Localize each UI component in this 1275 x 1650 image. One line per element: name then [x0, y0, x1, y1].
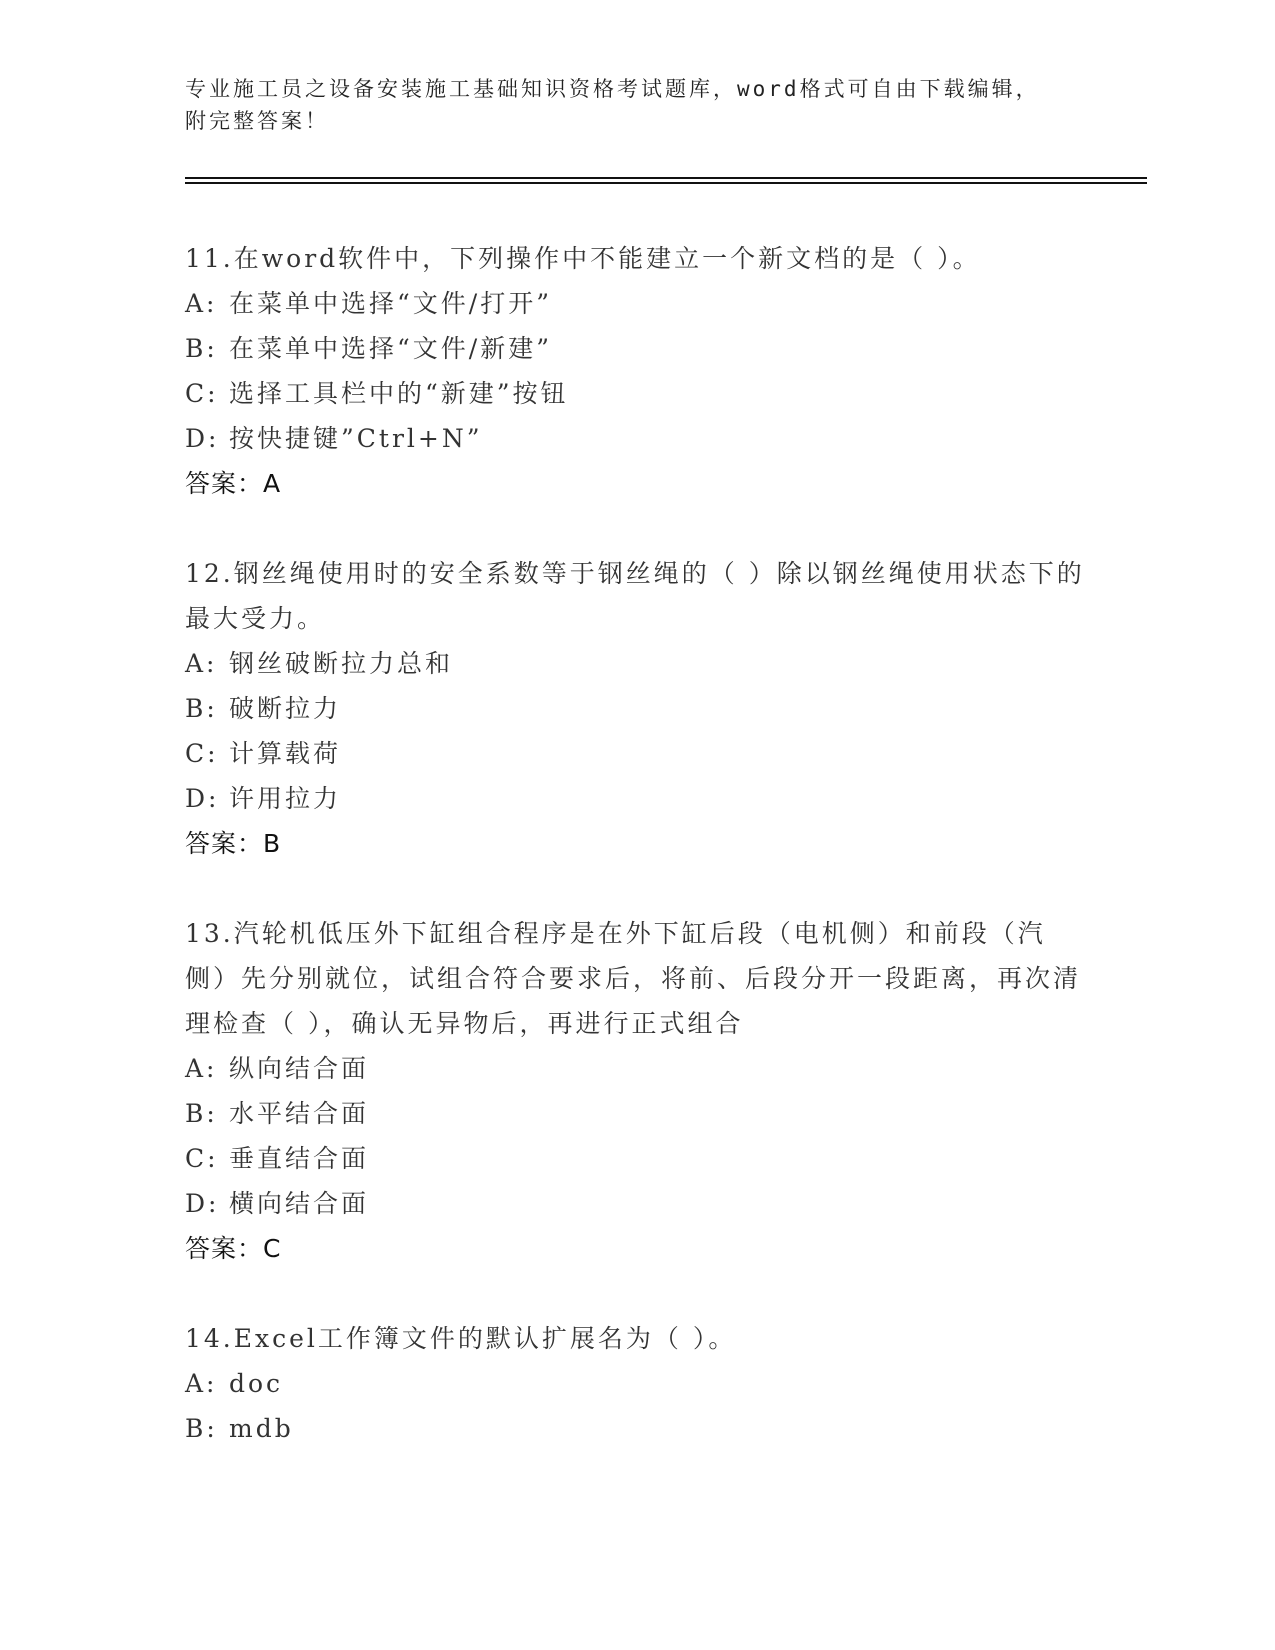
option-letter: B:: [185, 334, 218, 363]
question-13: [185, 911, 1085, 1271]
option-text: mdb: [229, 1414, 294, 1443]
question-stem: 12.钢丝绳使用时的安全系数等于钢丝绳的（ ）除以钢丝绳使用状态下的最大受力。: [185, 559, 1085, 633]
question-stem: 14.Excel工作簿文件的默认扩展名为（ ）。: [185, 1324, 737, 1353]
option-letter: A:: [185, 649, 218, 678]
option-text: 在菜单中选择“文件/打开”: [229, 289, 552, 318]
option-text: 纵向结合面: [229, 1054, 370, 1083]
question-list: [185, 236, 1085, 1496]
question-stem: 13.汽轮机低压外下缸组合程序是在外下缸后段（电机侧）和前段（汽侧）先分别就位，试组合符合要求后，将前、后段分开一段距离，再次清理检查（ ），确认无异物后，再进行正式组合: [185, 919, 1082, 1038]
option-text: 按快捷键”Ctrl+N”: [229, 424, 483, 453]
option-letter: C:: [185, 739, 219, 768]
option-a: [185, 281, 1085, 326]
option-letter: B:: [185, 694, 218, 723]
question-stem: 11.在word软件中，下列操作中不能建立一个新文档的是（ ）。: [185, 244, 981, 273]
option-letter: C:: [185, 379, 219, 408]
option-text: 钢丝破断拉力总和: [229, 649, 454, 678]
option-text: 选择工具栏中的“新建”按钮: [229, 379, 569, 408]
option-letter: C:: [185, 1144, 219, 1173]
option-letter: D:: [185, 424, 220, 453]
option-a: [185, 1361, 1085, 1406]
question-11: [185, 236, 1085, 506]
option-d: [185, 416, 1085, 461]
document-header: [185, 73, 1085, 137]
header-divider-bottom: [185, 182, 1147, 184]
option-b: [185, 326, 1085, 371]
option-b: [185, 686, 1085, 731]
option-d: [185, 776, 1085, 821]
option-c: [185, 731, 1085, 776]
option-b: [185, 1406, 1085, 1451]
option-text: 许用拉力: [229, 784, 342, 813]
option-letter: A:: [185, 1054, 218, 1083]
option-text: 计算载荷: [229, 739, 342, 768]
option-a: [185, 641, 1085, 686]
option-d: [185, 1181, 1085, 1226]
option-letter: D:: [185, 784, 220, 813]
option-b: [185, 1091, 1085, 1136]
option-letter: A:: [185, 289, 218, 318]
option-letter: D:: [185, 1189, 220, 1218]
option-text: doc: [229, 1369, 284, 1398]
option-text: 水平结合面: [229, 1099, 370, 1128]
header-divider-top: [185, 177, 1147, 179]
option-a: [185, 1046, 1085, 1091]
question-12: [185, 551, 1085, 866]
option-letter: B:: [185, 1099, 218, 1128]
question-14: [185, 1316, 1085, 1451]
option-letter: A:: [185, 1369, 218, 1398]
option-text: 破断拉力: [229, 694, 342, 723]
option-text: 横向结合面: [229, 1189, 370, 1218]
option-text: 在菜单中选择“文件/新建”: [229, 334, 552, 363]
header-line-1: 专业施工员之设备安装施工基础知识资格考试题库，word格式可自由下载编辑，: [185, 77, 1040, 101]
answer-label: 答案：C: [185, 1234, 282, 1263]
option-letter: B:: [185, 1414, 218, 1443]
answer-label: 答案：A: [185, 469, 282, 498]
option-text: 垂直结合面: [229, 1144, 370, 1173]
option-c: [185, 371, 1085, 416]
option-c: [185, 1136, 1085, 1181]
header-line-2: 附完整答案！: [185, 109, 329, 133]
answer-label: 答案：B: [185, 829, 282, 858]
